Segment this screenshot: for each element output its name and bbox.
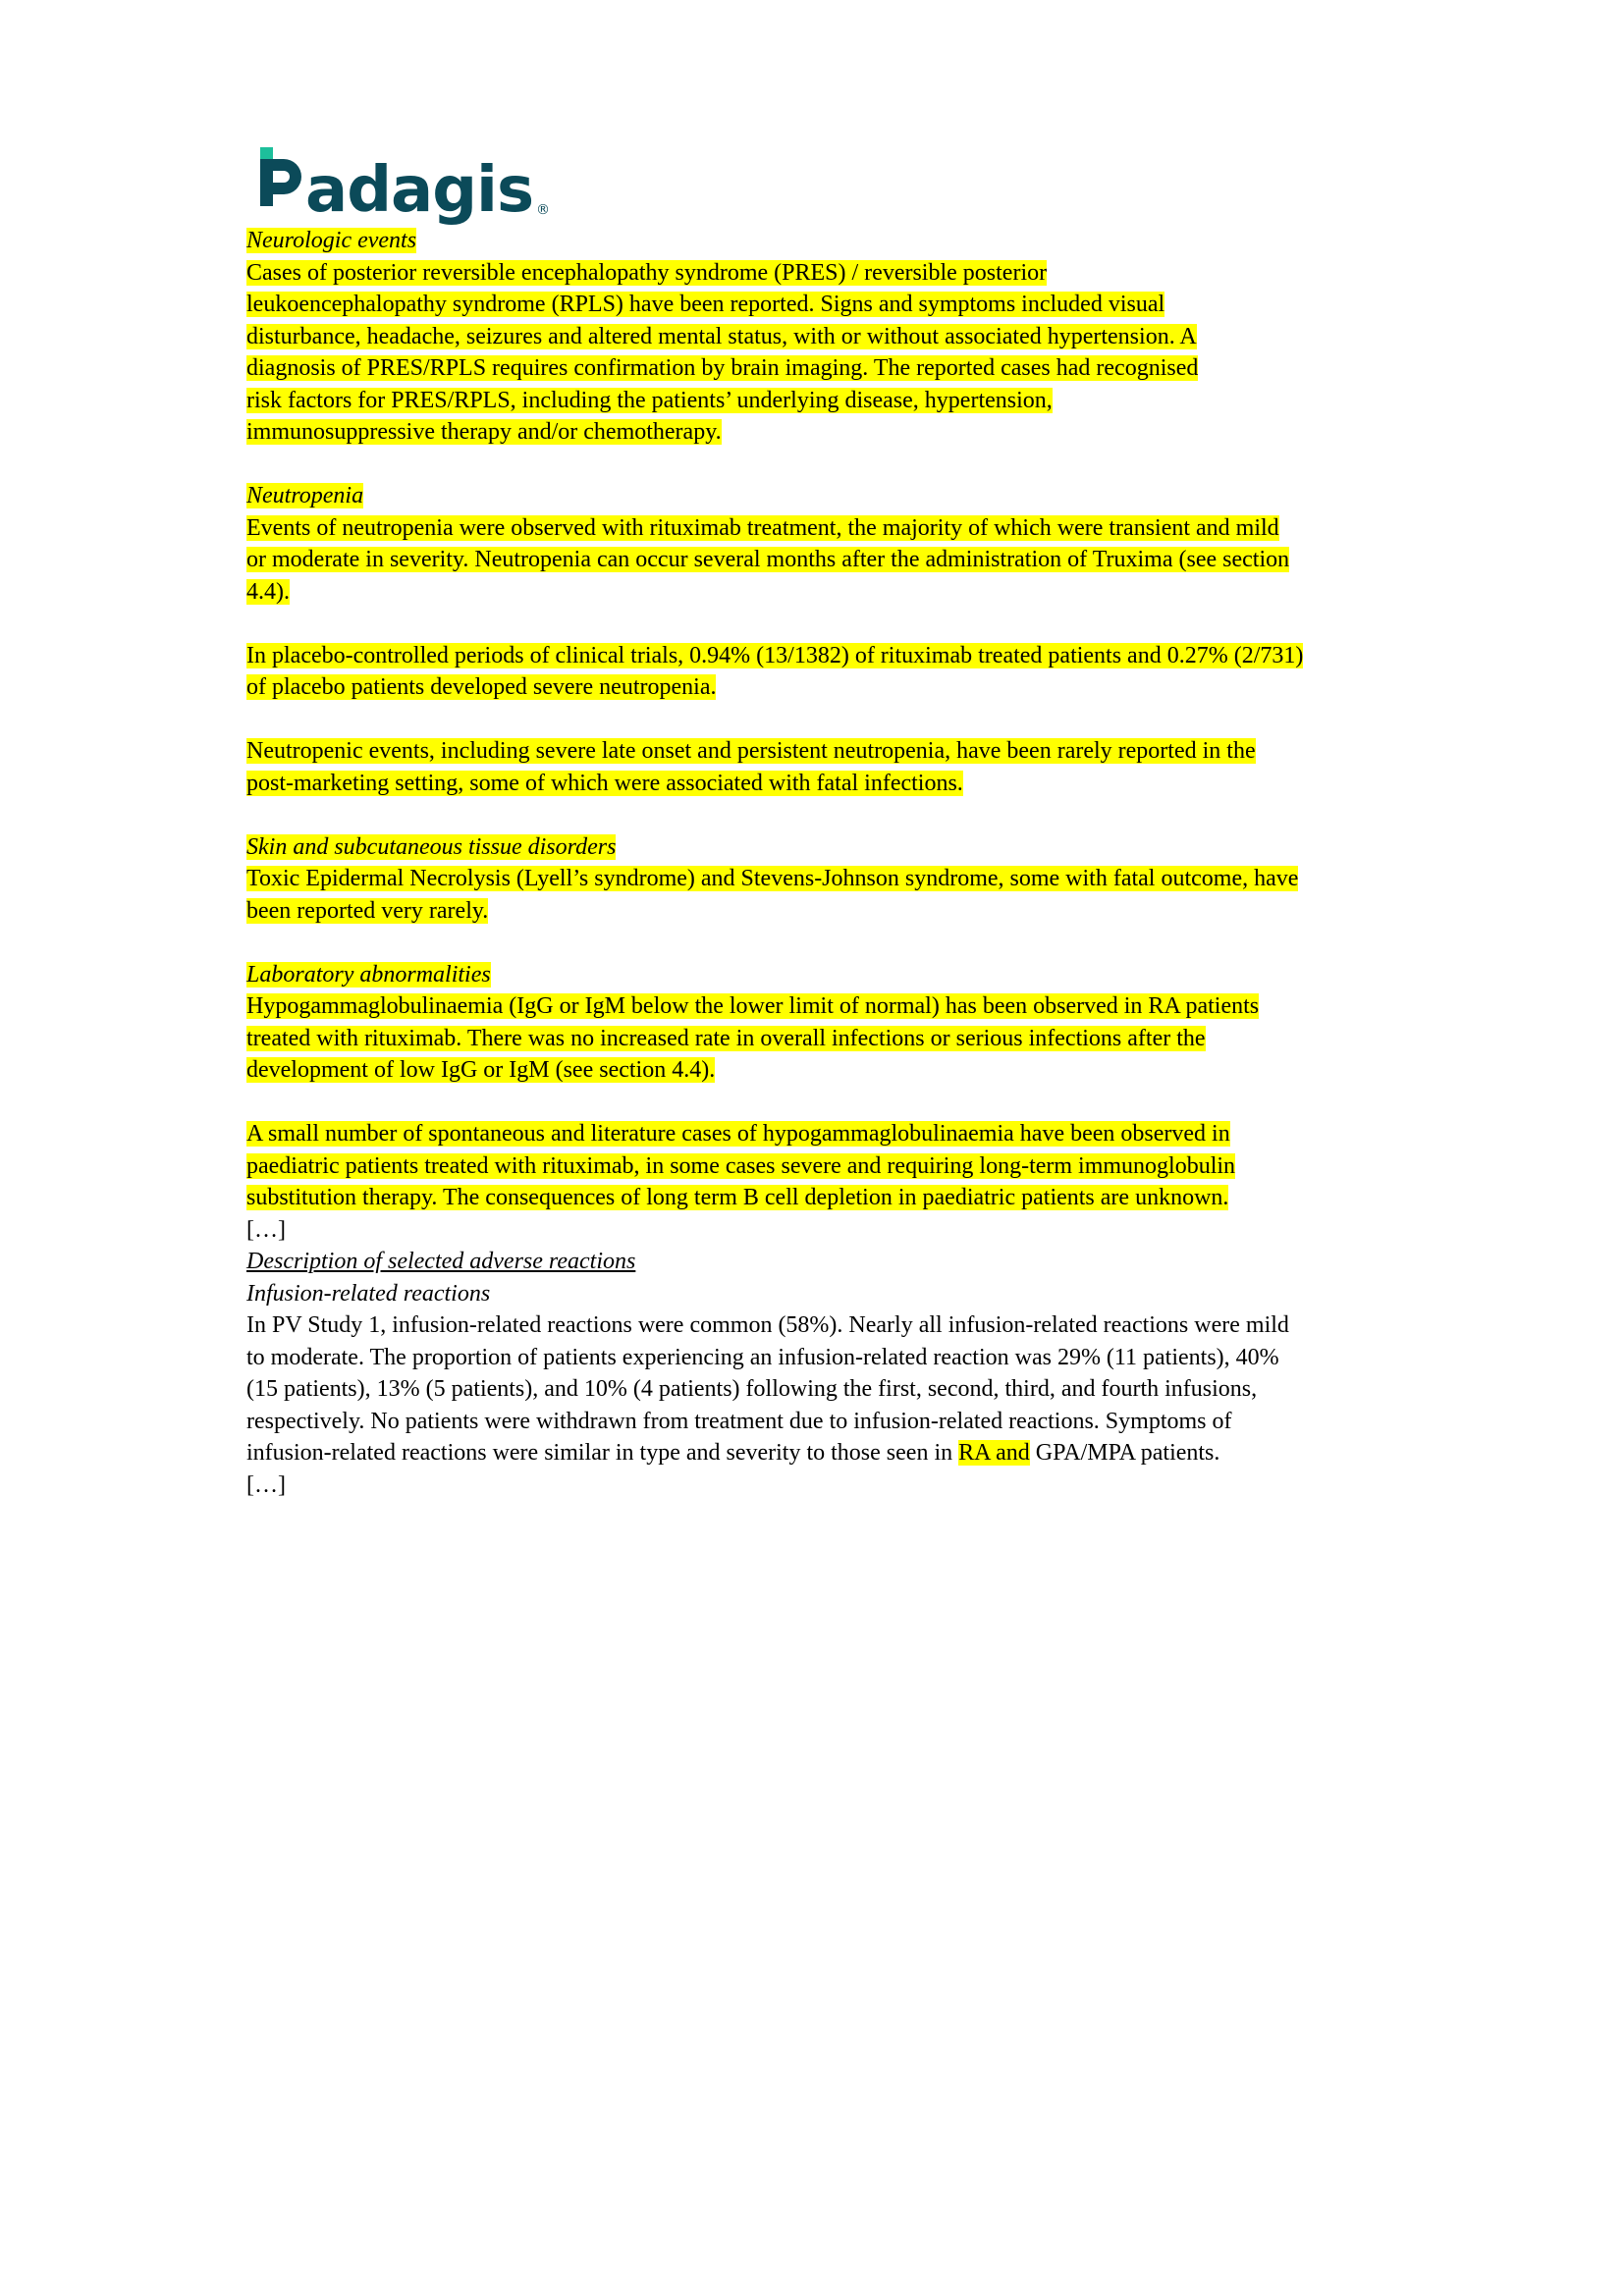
ellipsis-end: […] <box>246 1471 286 1498</box>
registered-mark: ® <box>536 202 551 218</box>
skin-disorders-heading: Skin and subcutaneous tissue disorders <box>246 833 617 860</box>
description-line-1: In PV Study 1, infusion-related reactions were common (58%). Nearly all infusion-related reactions were mild <box>246 1312 1289 1338</box>
neuro-line-2: leukoencephalopathy syndrome (RPLS) have been reported. Signs and symptoms included visual <box>246 292 1165 317</box>
infusion-reactions-subheading: Infusion-related reactions <box>246 1280 491 1307</box>
lab-p2-line-2: paediatric patients treated with rituximab, in some cases severe and requiring long-term immunoglobulin <box>246 1152 1236 1179</box>
lab-p1-line-1: Hypogammaglobulinaemia (IgG or IgM below the lower limit of normal) has been observed in RA patients <box>246 993 1260 1019</box>
description-line-3: (15 patients), 13% (5 patients), and 10% (4 patients) following the first, second, third, and fourth infusions, <box>246 1376 1258 1402</box>
description-line-2: to moderate. The proportion of patients experiencing an infusion-related reaction was 29% (11 patients), 40% <box>246 1344 1279 1370</box>
neutropenia-heading: Neutropenia <box>246 483 364 508</box>
lab-p2-line-1: A small number of spontaneous and literature cases of hypogammaglobulinaemia have been observed in <box>246 1121 1230 1147</box>
document-body <box>246 225 1493 1501</box>
neutropenia-p1-line-3: 4.4). <box>246 578 290 605</box>
logo-wordmark: adagis <box>305 154 534 227</box>
neutropenia-p2-line-1: In placebo-controlled periods of clinical trials, 0.94% (13/1382) of rituximab treated patients and 0.27% (2/731) <box>246 642 1304 668</box>
neutropenia-p1-line-1: Events of neutropenia were observed with rituximab treatment, the majority of which were transient and mild <box>246 514 1279 541</box>
skin-line-1: Toxic Epidermal Necrolysis (Lyell’s syndrome) and Stevens-Johnson syndrome, some with fatal outcome, have <box>246 866 1299 891</box>
neuro-line-5: risk factors for PRES/RPLS, including the patients’ underlying disease, hypertension, <box>246 387 1053 413</box>
ellipsis: […] <box>246 1216 286 1243</box>
neutropenia-p2-line-2: of placebo patients developed severe neutropenia. <box>246 674 717 700</box>
description-heading: Description of selected adverse reactions <box>246 1249 636 1274</box>
neuro-line-1: Cases of posterior reversible encephalopathy syndrome (PRES) / reversible posterior <box>246 259 1048 286</box>
neutropenia-p3-line-1: Neutropenic events, including severe late onset and persistent neutropenia, have been rarely reported in the <box>246 738 1256 764</box>
lab-p1-line-2: treated with rituximab. There was no increased rate in overall infections or serious infections after the <box>246 1025 1206 1051</box>
laboratory-abnormalities-heading: Laboratory abnormalities <box>246 961 491 988</box>
description-line-5: infusion-related reactions were similar in type and severity to those seen in RA and GPA/MPA patients. <box>246 1440 1220 1466</box>
neuro-line-4: diagnosis of PRES/RPLS requires confirmation by brain imaging. The reported cases had recognised <box>246 355 1199 381</box>
neutropenia-p3-line-2: post-marketing setting, some of which were associated with fatal infections. <box>246 770 963 796</box>
neurologic-events-heading: Neurologic events <box>246 228 417 253</box>
lab-p2-line-3: substitution therapy. The consequences of long term B cell depletion in paediatric patients are unknown. <box>246 1185 1229 1210</box>
lab-p1-line-3: development of low IgG or IgM (see section 4.4). <box>246 1057 716 1083</box>
padagis-logo-mark-icon <box>260 147 303 206</box>
description-line-4: respectively. No patients were withdrawn from treatment due to infusion-related reactions. Symptoms of <box>246 1408 1232 1434</box>
neuro-line-3: disturbance, headache, seizures and altered mental status, with or without associated hypertension. A <box>246 323 1197 349</box>
skin-line-2: been reported very rarely. <box>246 897 489 924</box>
neutropenia-p1-line-2: or moderate in severity. Neutropenia can occur several months after the administration of Truxima (see section <box>246 547 1290 572</box>
padagis-logo <box>260 135 551 227</box>
neuro-line-6: immunosuppressive therapy and/or chemotherapy. <box>246 419 722 445</box>
